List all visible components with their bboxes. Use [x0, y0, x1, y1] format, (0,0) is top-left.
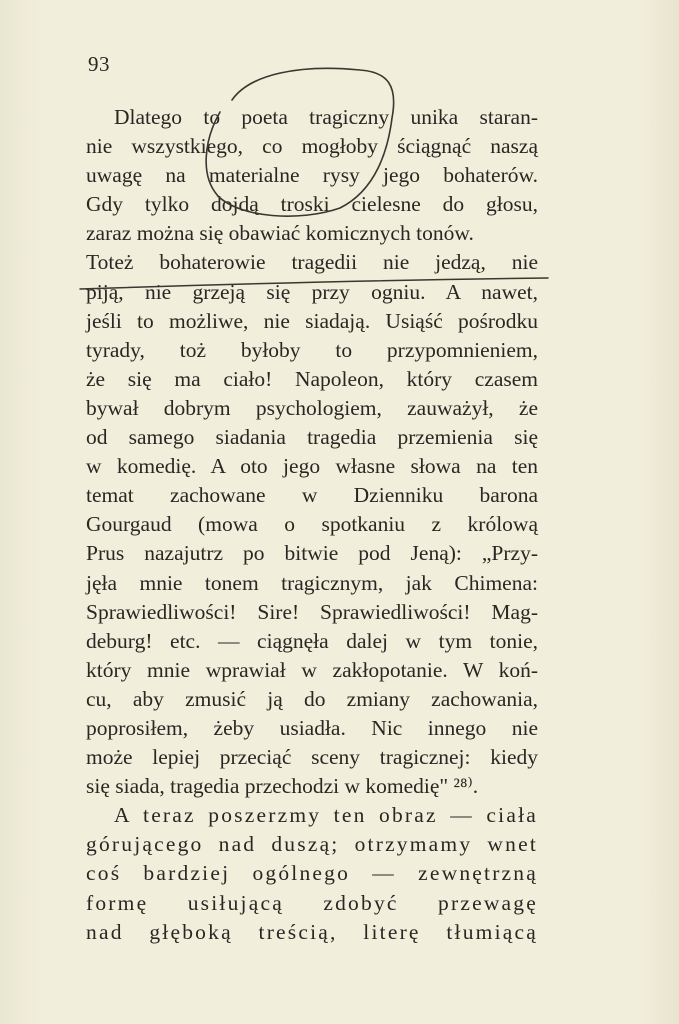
text-line: w komedię. A oto jego własne słowa na ten [86, 454, 538, 479]
text-line: nad głęboką treścią, literę tłumiącą [86, 919, 538, 944]
text-line: tyrady, toż byłoby to przypomnieniem, [86, 337, 538, 362]
text-line: który mnie wprawiał w zakłopotanie. W koń- [86, 657, 538, 682]
text-line: od samego siadania tragedia przemienia się [86, 425, 538, 450]
text-line: jeśli to możliwe, nie siadają. Usiąść pośrodku [86, 308, 538, 333]
text-line: Toteż bohaterowie tragedii nie jedzą, nie [86, 250, 538, 275]
text-line: nie wszystkiego, co mogłoby ściągnąć naszą [86, 134, 538, 159]
text-line: Gdy tylko dojdą troski cielesne do głosu, [86, 192, 538, 217]
text-line: Sprawiedliwości! Sire! Sprawiedliwości! Mag- [86, 599, 538, 624]
text-line: temat zachowane w Dzienniku barona [86, 483, 538, 508]
text-line: Prus nazajutrz po bitwie pod Jeną): „Przy- [86, 541, 538, 566]
text-line: piją, nie grzeją się przy ogniu. A nawet, [86, 279, 538, 304]
text-line: poprosiłem, żeby usiadła. Nic innego nie [86, 715, 538, 740]
text-line: deburg! etc. — ciągnęła dalej w tym tonie, [86, 628, 538, 653]
text-line: jęła mnie tonem tragicznym, jak Chimena: [86, 570, 538, 595]
text-line: cu, aby zmusić ją do zmiany zachowania, [86, 686, 538, 711]
text-line: zaraz można się obawiać komicznych tonów. [86, 221, 474, 246]
text-line: formę usiłującą zdobyć przewagę [86, 890, 538, 915]
text-line: że się ma ciało! Napoleon, który czasem [86, 366, 538, 391]
text-line: się siada, tragedia przechodzi w komedię" ²⁸⁾. [86, 774, 479, 799]
text-line: uwagę na materialne rysy jego bohaterów. [86, 163, 538, 188]
text-line: górującego nad duszą; otrzymamy wnet [86, 832, 538, 857]
text-line: A teraz poszerzmy ten obraz — ciała [114, 803, 538, 828]
text-line: Dlatego to poeta tragiczny unika staran- [114, 105, 538, 129]
text-line: bywał dobrym psychologiem, zauważył, że [86, 395, 538, 420]
text-line: może lepiej przeciąć sceny tragicznej: kiedy [86, 745, 538, 770]
text-line: Gourgaud (mowa o spotkaniu z królową [86, 512, 538, 537]
text-line: coś bardziej ogólnego — zewnętrzną [86, 861, 538, 886]
body-text [86, 103, 538, 947]
page-number: 93 [88, 52, 110, 76]
